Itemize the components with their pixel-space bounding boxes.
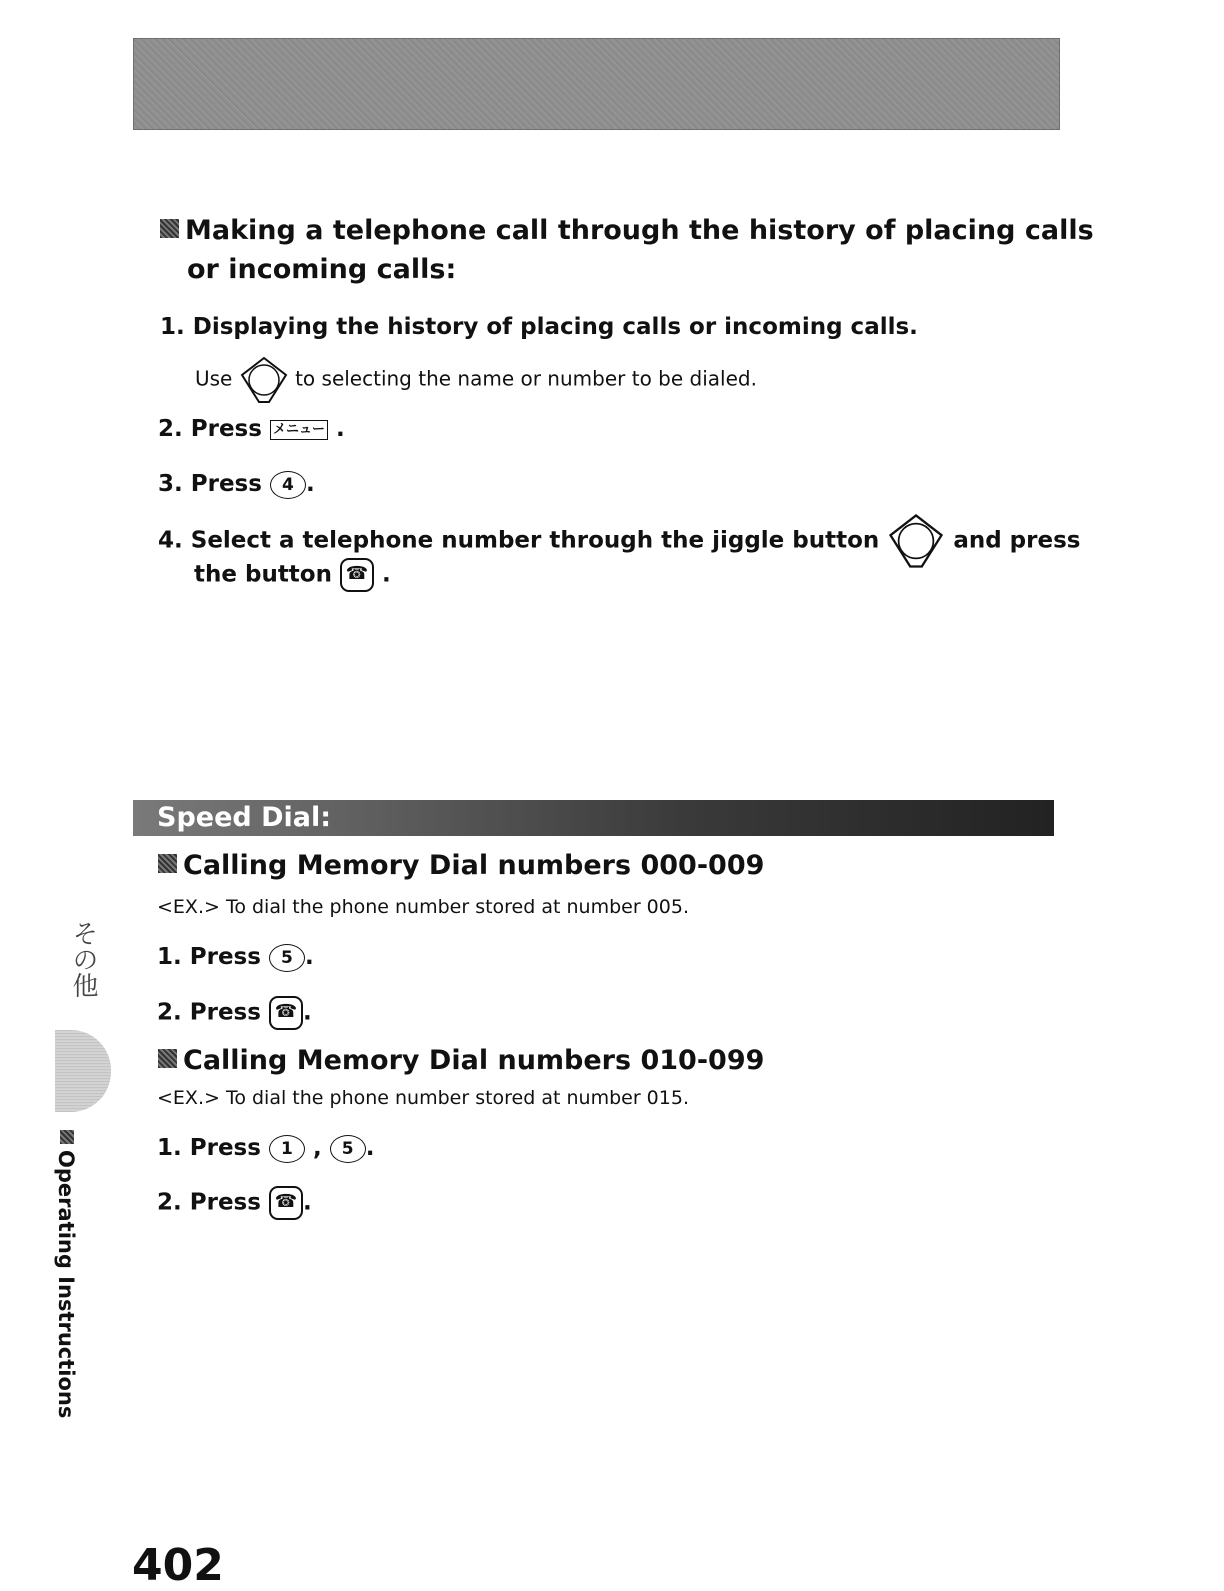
square-bullet-icon xyxy=(158,1049,177,1068)
group1-title: Calling Memory Dial numbers 000-009 xyxy=(158,847,764,885)
step-1-instruction: Use to selecting the name or number to be dialed. xyxy=(195,355,757,405)
group2-title: Calling Memory Dial numbers 010-099 xyxy=(158,1042,764,1080)
group2-step2: 2. Press ☎ . xyxy=(157,1186,312,1220)
call-button-icon: ☎ xyxy=(269,1186,303,1220)
jiggle-button-icon xyxy=(239,355,289,405)
header-banner xyxy=(133,38,1060,130)
call-button-icon: ☎ xyxy=(340,558,374,592)
step-3: 3. Press 4 . xyxy=(158,471,315,497)
group2-example: <EX.> To dial the phone number stored at number 015. xyxy=(157,1087,689,1109)
key-5-icon: 5 xyxy=(269,944,305,972)
sidebar-en-label: Operating Instructions xyxy=(54,1130,78,1418)
section-title-line2: or incoming calls: xyxy=(187,254,457,285)
step-4: 4. Select a telephone number through the jiggle button and press xyxy=(158,512,1080,570)
call-button-icon: ☎ xyxy=(269,996,303,1030)
key-1-icon: 1 xyxy=(269,1135,305,1163)
sidebar-tab xyxy=(55,1030,111,1112)
group2-step1: 1. Press 1 , 5 . xyxy=(157,1135,375,1161)
key-5-icon: 5 xyxy=(330,1135,366,1163)
square-bullet-icon xyxy=(158,854,177,873)
step-2: 2. Press メニュー . xyxy=(158,416,345,442)
group1-example: <EX.> To dial the phone number stored at number 005. xyxy=(157,896,689,918)
jiggle-button-icon xyxy=(887,512,945,570)
key-4-icon: 4 xyxy=(270,471,306,499)
square-bullet-icon xyxy=(60,1130,74,1144)
page-number: 402 xyxy=(132,1540,224,1591)
square-bullet-icon xyxy=(160,219,179,238)
sidebar-jp-label: その他 xyxy=(68,920,98,998)
step-1: 1. Displaying the history of placing calls or incoming calls. xyxy=(160,314,918,340)
group1-step1: 1. Press 5 . xyxy=(157,944,314,970)
speed-dial-banner: Speed Dial: xyxy=(133,800,1054,836)
menu-key-icon: メニュー xyxy=(270,420,328,440)
step-4-line2: the button ☎ . xyxy=(194,558,391,592)
group1-step2: 2. Press ☎ . xyxy=(157,996,312,1030)
section-title: Making a telephone call through the history of placing calls xyxy=(160,212,1094,250)
